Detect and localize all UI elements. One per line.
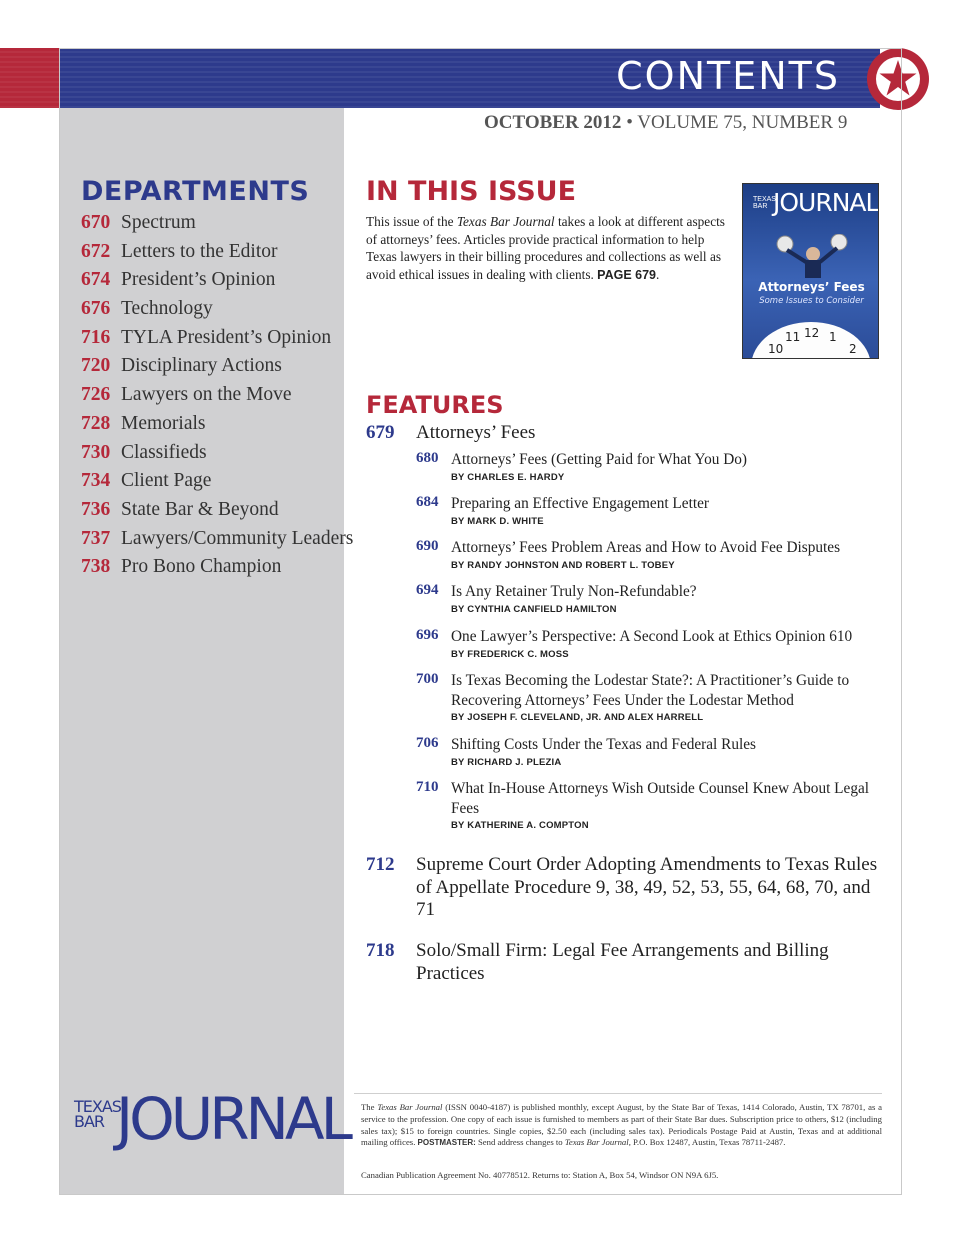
department-item[interactable] (81, 528, 353, 557)
cover-logo-texas: TEXAS (753, 196, 776, 203)
in-this-issue-heading: IN THIS ISSUE (366, 176, 577, 207)
notice-journal: Texas Bar Journal (377, 1102, 443, 1112)
notice-journal: Texas Bar Journal (564, 1137, 629, 1148)
department-label: TYLA President’s Opinion (121, 326, 332, 348)
department-label: Letters to the Editor (121, 240, 278, 262)
article-page: 706 (416, 735, 439, 751)
journal-logo-small (74, 1099, 121, 1129)
journal-logo: JOURNAL (116, 1085, 349, 1153)
logo-texas: TEXAS (74, 1097, 121, 1116)
features-heading: FEATURES (366, 391, 504, 419)
journal-name: Texas Bar Journal (456, 214, 555, 229)
article-page: 694 (416, 582, 439, 598)
cover-figure-icon (773, 234, 853, 278)
department-page: 720 (81, 355, 111, 377)
feature-main-entry[interactable] (366, 422, 535, 444)
departments-heading: DEPARTMENTS (81, 176, 310, 207)
other-feature-page: 712 (366, 854, 395, 875)
article-byline: BY RICHARD J. PLEZIA (451, 756, 562, 768)
article-byline: BY RANDY JOHNSTON AND ROBERT L. TOBEY (451, 559, 675, 571)
article-title: Shifting Costs Under the Texas and Federal Rules (451, 736, 756, 753)
article-byline: BY MARK D. WHITE (451, 515, 544, 527)
department-item[interactable] (81, 470, 353, 499)
other-feature-title: Supreme Court Order Adopting Amendments to Texas Rules of Appellate Procedure 9, 38, 49, 52, 53, 55, 64, 68, 70, and 71 (416, 854, 878, 920)
in-this-issue-text (366, 213, 728, 284)
article-byline: BY KATHERINE A. COMPTON (451, 820, 589, 831)
article-page: 680 (416, 450, 439, 466)
notice-part: (ISSN 0040-4187) is published monthly, except August, by the State Bar of Texas, 1414 Colorado, Austin, TX 78701, as a service to the profession. One copy of each issue is furnished to members as part of their State Bar dues. Subscription price to others, $12 (including sales tax); $15 to foreign countries. Single copies, $2.50 each (including sales tax). Periodicals Postage Paid at Austin, Texas and at additional mailing offices. (361, 1102, 882, 1148)
department-item[interactable] (81, 556, 353, 585)
article-page: 710 (416, 779, 439, 795)
article-page: 684 (416, 494, 439, 510)
canadian-agreement: Canadian Publication Agreement No. 40778512. Returns to: Station A, Box 54, Windsor ON N9A 6J5. (361, 1170, 719, 1180)
department-label: Disciplinary Actions (121, 355, 282, 377)
department-label: President’s Opinion (121, 269, 276, 291)
department-page: 738 (81, 556, 111, 578)
article-byline: BY CHARLES E. HARDY (451, 471, 565, 483)
department-item[interactable] (81, 384, 353, 413)
other-feature-title: Solo/Small Firm: Legal Fee Arrangements and Billing Practices (416, 940, 829, 984)
department-label: Technology (121, 298, 213, 320)
department-page: 728 (81, 412, 111, 434)
issue-text-part: This issue of the (366, 214, 457, 229)
clock-numeral: 11 (785, 330, 801, 344)
cover-subtitle: Some Issues to Consider (759, 296, 864, 306)
department-item[interactable] (81, 355, 353, 384)
article-title: One Lawyer’s Perspective: A Second Look at Ethics Opinion 610 (451, 628, 853, 645)
department-label: State Bar & Beyond (121, 498, 279, 520)
article-page: 690 (416, 538, 439, 554)
department-item[interactable] (81, 413, 353, 442)
department-page: 736 (81, 498, 111, 520)
feature-main-label: Attorneys’ Fees (416, 422, 536, 443)
departments-list (81, 212, 353, 585)
page-title: CONTENTS (616, 54, 840, 98)
department-item[interactable] (81, 442, 353, 471)
department-page: 730 (81, 441, 111, 463)
department-page: 674 (81, 269, 111, 291)
clock-numeral: 10 (768, 342, 784, 356)
department-page: 737 (81, 527, 111, 549)
article-byline: BY FREDERICK C. MOSS (451, 648, 569, 660)
issue-dateline (484, 112, 847, 134)
cover-logo-bar: BAR (753, 203, 768, 210)
department-label: Spectrum (121, 212, 196, 233)
cover-clock-face (751, 322, 871, 359)
clock-numeral: 2 (849, 342, 857, 356)
banner-red-stripe (0, 48, 60, 108)
department-label: Lawyers on the Move (121, 384, 292, 406)
department-item[interactable] (81, 269, 353, 298)
issue-volume: VOLUME 75, NUMBER 9 (637, 112, 848, 133)
dateline-separator: • (626, 112, 633, 133)
department-page: 716 (81, 326, 111, 348)
department-item[interactable] (81, 327, 353, 356)
notice-part: The (361, 1102, 378, 1112)
department-item[interactable] (81, 212, 353, 241)
notice-part: Send address changes to (475, 1137, 565, 1148)
issue-date: OCTOBER 2012 (484, 112, 622, 133)
article-page: 696 (416, 627, 439, 643)
publication-notice (361, 1102, 882, 1149)
department-page: 734 (81, 470, 111, 492)
cover-logo: JOURNAL (773, 188, 879, 217)
article-page: 700 (416, 671, 439, 687)
department-page: 670 (81, 212, 111, 233)
issue-text-part: . (656, 266, 660, 282)
feature-main-page: 679 (366, 422, 395, 443)
article-title: Attorneys’ Fees (Getting Paid for What You Do) (451, 451, 747, 468)
article-title: Is Any Retainer Truly Non-Refundable? (451, 583, 697, 600)
logo-bar: BAR (74, 1112, 105, 1131)
article-title: Is Texas Becoming the Lodestar State?: A Practitioner’s Guide to Recovering Attorneys’ Fees Under the Lodestar Method (451, 672, 850, 709)
notice-postmaster: POSTMASTER: (417, 1138, 476, 1148)
article-title: Preparing an Effective Engagement Letter (451, 495, 709, 512)
department-item[interactable] (81, 499, 353, 528)
department-page: 676 (81, 298, 111, 320)
cover-thumbnail[interactable] (742, 183, 879, 359)
department-label: Lawyers/Community Leaders (121, 527, 354, 549)
department-item[interactable] (81, 298, 353, 327)
article-title: What In-House Attorneys Wish Outside Counsel Knew About Legal Fees (451, 780, 870, 817)
footer-divider (354, 1093, 882, 1094)
department-label: Client Page (121, 470, 212, 492)
notice-part: , P.O. Box 12487, Austin, Texas 78711-2487. (628, 1137, 786, 1148)
article-title: Attorneys’ Fees Problem Areas and How to Avoid Fee Disputes (451, 539, 841, 556)
cover-title: Attorneys’ Fees (758, 280, 865, 294)
article-byline: BY JOSEPH F. CLEVELAND, JR. AND ALEX HARRELL (451, 712, 704, 723)
clock-numeral: 1 (829, 330, 837, 344)
department-label: Pro Bono Champion (121, 556, 282, 578)
department-page: 672 (81, 240, 111, 262)
department-item[interactable] (81, 241, 353, 270)
clock-numeral: 12 (804, 326, 820, 340)
issue-page-ref[interactable]: PAGE 679 (597, 267, 656, 282)
article-byline: BY CYNTHIA CANFIELD HAMILTON (451, 603, 617, 615)
department-label: Classifieds (121, 441, 207, 463)
department-label: Memorials (121, 412, 206, 434)
issue-text-part: takes a look at different aspects of attorneys’ fees. Articles provide practical information to help Texas lawyers in their billing procedures and collections as well as avoid ethical issues in dealing with clients. (366, 214, 725, 282)
department-page: 726 (81, 384, 111, 406)
other-feature-page: 718 (366, 940, 395, 961)
